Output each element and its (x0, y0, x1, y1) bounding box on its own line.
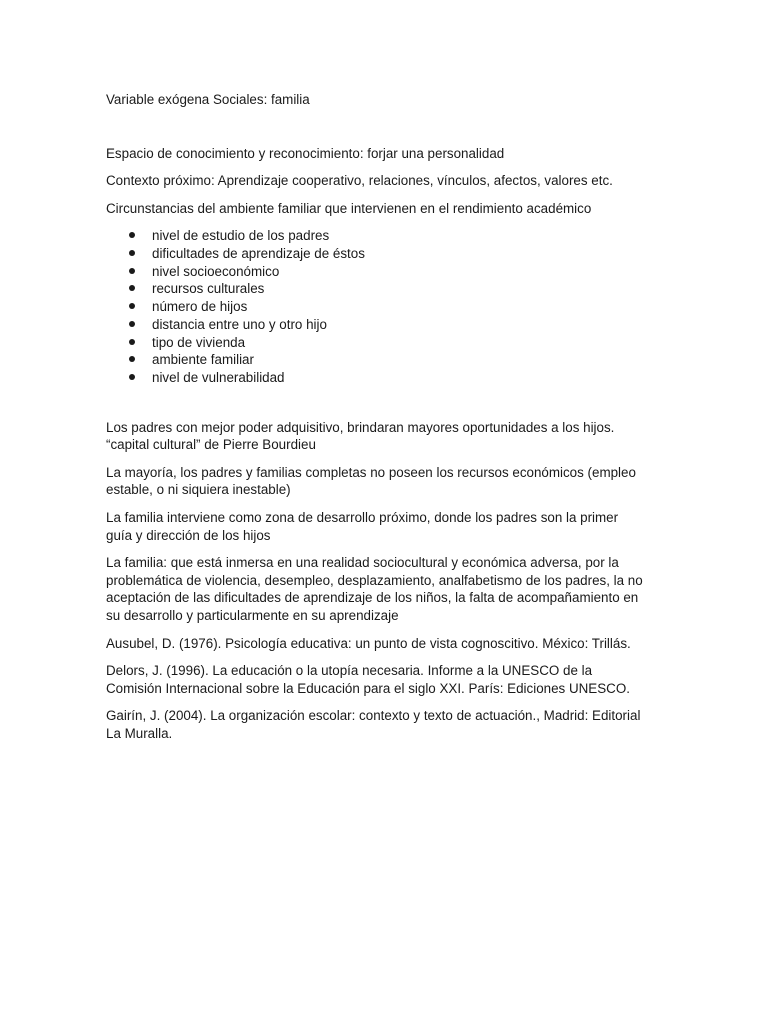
bullet-icon (129, 285, 135, 291)
reference-entry (106, 635, 666, 653)
list-item-text: nivel socioeconómico (152, 263, 280, 279)
text-line: La familia: que está inmersa en una realidad sociocultural y económica adversa, por la (106, 555, 619, 571)
text-line: problemática de violencia, desempleo, desplazamiento, analfabetismo de los padres, la no (106, 572, 643, 588)
text-line: La mayoría, los padres y familias completas no poseen los recursos económicos (empleo (106, 464, 636, 480)
text-line: estable, o ni siquiera inestable) (106, 482, 291, 498)
list-item (106, 369, 666, 387)
list-item-text: recursos culturales (152, 281, 265, 297)
bullet-icon (129, 321, 135, 327)
bullet-icon (129, 339, 135, 345)
list-item (106, 334, 666, 352)
text-line: La familia interviene como zona de desarrollo próximo, donde los padres son la primer (106, 509, 619, 525)
intro-paragraph: Contexto próximo: Aprendizaje cooperativo, relaciones, vínculos, afectos, valores etc. (106, 173, 613, 189)
text-line: su desarrollo y particularmente en su aprendizaje (106, 607, 399, 623)
reference-entry (106, 662, 666, 697)
list-item-text: tipo de vivienda (152, 334, 246, 350)
document-body (106, 91, 666, 752)
text-line: Ausubel, D. (1976). Psicología educativa: un punto de vista cognoscitivo. México: Trillás. (106, 635, 631, 651)
text-line: guía y dirección de los hijos (106, 527, 271, 543)
intro-paragraph: Circunstancias del ambiente familiar que intervienen en el rendimiento académico (106, 200, 592, 216)
text-line: Gairín, J. (2004). La organización escolar: contexto y texto de actuación., Madrid: Editorial (106, 708, 641, 724)
list-item-text: número de hijos (152, 299, 248, 315)
text-line: Los padres con mejor poder adquisitivo, brindaran mayores oportunidades a los hijos. (106, 419, 615, 435)
body-paragraph (106, 509, 666, 544)
document-title: Variable exógena Sociales: familia (106, 92, 310, 107)
list-item (106, 245, 666, 263)
list-item (106, 263, 666, 281)
list-item (106, 351, 666, 369)
bullet-icon (129, 250, 135, 256)
text-line: La Muralla. (106, 725, 173, 741)
bullet-list (106, 227, 666, 386)
bullet-icon (129, 356, 135, 362)
body-paragraph (106, 554, 666, 624)
list-item-text: ambiente familiar (152, 352, 254, 368)
bullet-icon (129, 374, 135, 380)
text-line: Delors, J. (1996). La educación o la utopía necesaria. Informe a la UNESCO de la (106, 663, 593, 679)
reference-entry (106, 707, 666, 742)
text-line: “capital cultural” de Pierre Bourdieu (106, 437, 316, 453)
list-item-text: nivel de vulnerabilidad (152, 369, 285, 385)
list-item (106, 298, 666, 316)
bullet-icon (129, 303, 135, 309)
list-item-text: dificultades de aprendizaje de éstos (152, 246, 365, 262)
list-item (106, 227, 666, 245)
intro-paragraph: Espacio de conocimiento y reconocimiento: forjar una personalidad (106, 145, 505, 161)
body-paragraph (106, 464, 666, 499)
list-item-text: nivel de estudio de los padres (152, 228, 330, 244)
text-line: aceptación de las dificultades de aprendizaje de los niños, la falta de acompañamiento en (106, 590, 639, 606)
list-item (106, 316, 666, 334)
list-item-text: distancia entre uno y otro hijo (152, 316, 327, 332)
list-item (106, 280, 666, 298)
body-paragraph (106, 419, 666, 454)
bullet-icon (129, 268, 135, 274)
text-line: Comisión Internacional sobre la Educación para el siglo XXI. París: Ediciones UNESCO. (106, 680, 630, 696)
bullet-icon (129, 232, 135, 238)
